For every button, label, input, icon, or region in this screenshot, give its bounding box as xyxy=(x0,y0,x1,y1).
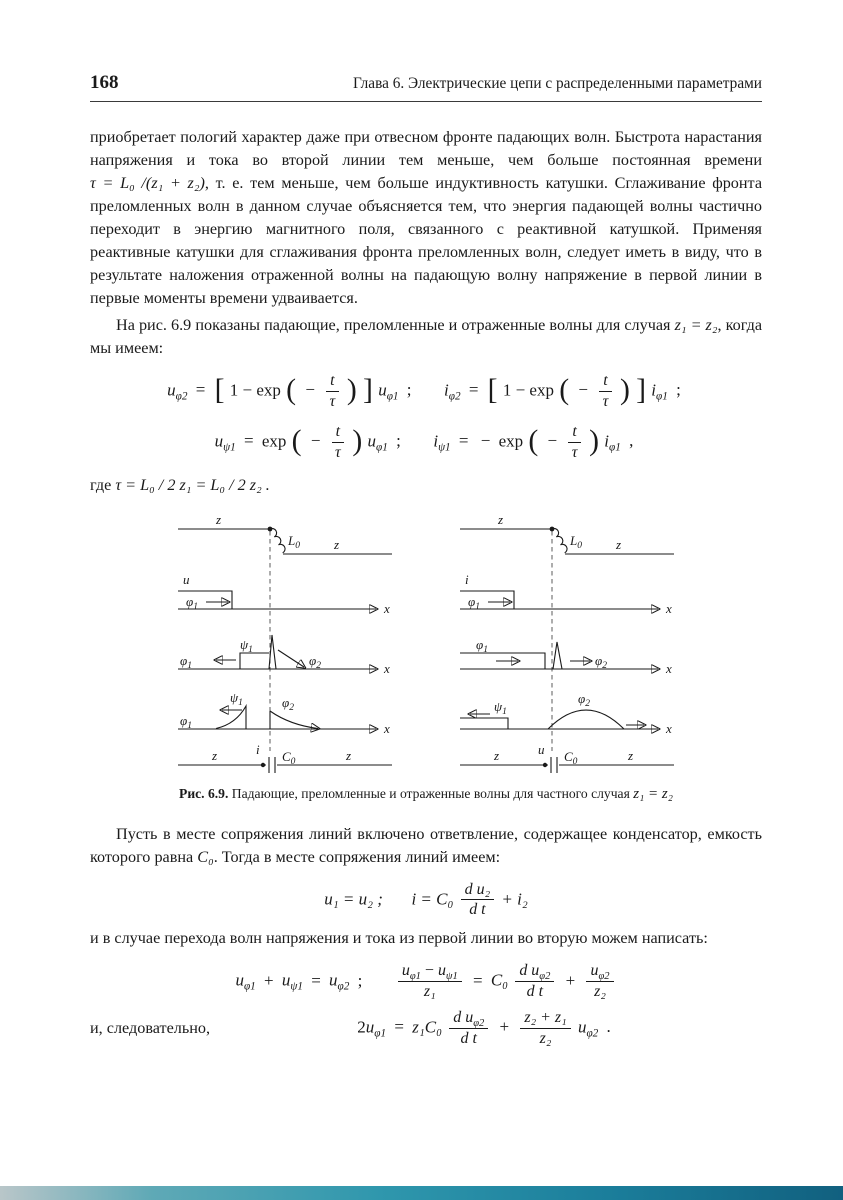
coefficient: 2 xyxy=(357,1017,366,1037)
fraction xyxy=(520,1009,570,1048)
operator: . xyxy=(606,1017,611,1037)
fraction xyxy=(568,423,580,462)
inline-formula-tau-values: τ = L₀ / 2 z₁ = L₀ / 2 z₂ . xyxy=(115,475,270,494)
var: u xyxy=(167,380,176,400)
var: u xyxy=(590,962,599,980)
impedance-label-z2: z xyxy=(628,747,634,763)
denominator: z₁ xyxy=(423,983,436,1001)
bracket: ] xyxy=(636,372,647,406)
var: u xyxy=(281,970,291,990)
numerator: d u₂ xyxy=(461,881,495,901)
fraction xyxy=(332,423,344,462)
reflected-step-wave xyxy=(460,718,508,729)
var-subscript: φ2 xyxy=(337,981,350,994)
var: u xyxy=(214,431,224,451)
paragraph-2-text-a: На рис. 6.9 показаны падающие, преломленные и отраженные волны для случая xyxy=(116,316,675,334)
fraction xyxy=(461,881,495,920)
refracted-wave-label: $\varphi_2$ xyxy=(309,652,321,671)
var-subscript: φ2 xyxy=(598,971,610,983)
inductance-label: $L_0$ xyxy=(288,532,300,551)
equation-part: u₁ = u₂ ; xyxy=(324,888,383,908)
refracted-hump-wave xyxy=(548,710,624,729)
var-subscript: ψ1 xyxy=(223,441,236,454)
page-number: 168 xyxy=(90,72,119,93)
bracket: [ xyxy=(487,372,498,406)
page-header xyxy=(90,72,762,102)
reflected-wave-label: $\psi_1$ xyxy=(240,636,253,655)
figure-6-9 xyxy=(90,513,762,803)
inductance-label: $L_0$ xyxy=(570,532,582,551)
refracted-front-ramp xyxy=(278,650,304,667)
impedance-label-z1: z xyxy=(216,512,222,527)
equation-part: i = C₀ xyxy=(411,888,454,908)
var-subscript: φ2 xyxy=(586,1027,599,1040)
bracket: ( xyxy=(559,372,570,406)
var-subscript: ψ1 xyxy=(438,441,451,454)
operator: = xyxy=(472,970,483,990)
var-subscript: ψ1 xyxy=(290,981,303,994)
function: 1 − exp xyxy=(229,380,281,400)
fraction xyxy=(449,1009,488,1048)
operator: = xyxy=(468,380,479,400)
formula-reflected-waves xyxy=(90,423,762,462)
operator: ; xyxy=(396,431,401,451)
var-subscript: φ2 xyxy=(175,390,188,403)
denominator: z₂ xyxy=(539,1030,552,1048)
var-subscript: φ1 xyxy=(656,390,668,403)
operator: , xyxy=(629,431,634,451)
var: u xyxy=(365,1017,375,1037)
fraction xyxy=(398,962,462,1001)
operator: = xyxy=(311,970,321,990)
impedance-label-z2: z xyxy=(616,536,622,552)
reflected-wave-label: $\psi_1$ xyxy=(494,698,507,717)
paragraph-1-text-a: приобретает пологий характер даже при отвесном фронте падающих волн. Быстрота нарастания напряжения и тока во второй линии тем меньше, чем больше постоянная времени xyxy=(90,128,762,169)
junction-spike xyxy=(553,642,562,669)
formula-final xyxy=(210,1009,762,1048)
var: d u xyxy=(453,1009,474,1027)
incident-wave-label: $\varphi_1$ xyxy=(468,593,480,612)
capacitance-label: $C_0$ xyxy=(564,748,578,767)
var: u xyxy=(378,380,387,400)
var: u xyxy=(437,962,446,980)
operator: = xyxy=(394,1017,404,1037)
reflected-step-wave xyxy=(240,653,269,669)
var: C₀ xyxy=(424,1017,442,1037)
operator: − xyxy=(424,962,434,980)
operator: + xyxy=(264,970,274,990)
bracket: ) xyxy=(346,372,357,406)
where-word: где xyxy=(90,475,112,494)
operator: − xyxy=(578,380,588,400)
figure-panels xyxy=(90,513,762,778)
operator: ; xyxy=(357,970,363,990)
refracted-wave-label: $\varphi_2$ xyxy=(282,694,294,713)
var: u xyxy=(577,1017,587,1037)
function: exp xyxy=(498,431,524,451)
formula-refracted-waves xyxy=(90,372,762,411)
var: i xyxy=(444,380,449,400)
operator: ; xyxy=(676,380,681,400)
var-subscript: φ1 xyxy=(386,390,399,403)
incident-wave-label: $\varphi_1$ xyxy=(180,652,192,671)
denominator: d t xyxy=(469,901,486,919)
var: u xyxy=(367,431,377,451)
var: u xyxy=(235,970,244,990)
var: z₁ xyxy=(412,1017,425,1037)
wave-diagram-voltage xyxy=(170,513,400,778)
denominator: d t xyxy=(460,1030,477,1048)
numerator: t xyxy=(332,423,344,443)
inline-formula-z1-z2: z₁ = z₂ xyxy=(674,316,718,334)
impedance-label-z1: z xyxy=(212,747,218,763)
fraction xyxy=(326,372,338,411)
refracted-decay-curve xyxy=(270,711,318,729)
junction-spike xyxy=(269,635,276,669)
bracket: ] xyxy=(363,372,373,406)
current-label: i xyxy=(256,741,260,757)
conclusion-lead-text: и, следовательно, xyxy=(90,1019,211,1038)
paragraph-2 xyxy=(90,314,762,360)
impedance-label-z2: z xyxy=(334,536,340,552)
fraction xyxy=(586,962,613,1001)
numerator xyxy=(515,962,554,982)
operator: − xyxy=(310,431,321,451)
inductor-coil xyxy=(552,526,569,552)
capacitance-label: $C_0$ xyxy=(282,748,296,767)
bracket: ( xyxy=(291,423,302,457)
formula-junction-conditions xyxy=(90,881,762,920)
figure-caption-number: Рис. 6.9. xyxy=(179,785,229,801)
axis-label-x: x xyxy=(666,720,672,736)
voltage-label: u xyxy=(183,571,190,587)
incident-wave-label: $\varphi_1$ xyxy=(476,636,488,655)
figure-caption-text: Падающие, преломленные и отраженные волны для частного случая xyxy=(231,785,630,801)
refracted-wave-label: $\varphi_2$ xyxy=(595,652,607,671)
var: u xyxy=(401,962,410,980)
numerator: t xyxy=(568,423,580,443)
node-dot xyxy=(543,762,547,766)
inductor-symbol xyxy=(552,526,569,552)
operator: + xyxy=(565,970,576,990)
denominator: τ xyxy=(329,392,336,410)
incident-wave-label: $\varphi_1$ xyxy=(180,712,192,731)
numerator xyxy=(586,962,613,982)
numerator: t xyxy=(326,372,338,392)
paragraph-1-text-b: , т. е. тем меньше, чем больше индуктивность катушки. Сглаживание фронта преломленных волн в данном случае объясняется тем, что энергия падающей волны частично переходит в энергию магнитного поля, связанного с реактивной катушкой. Применяя реактивные катушки для сглаживания фронта преломленных волн, следует иметь в виду, что в результате наложения отраженной волны на падающую волну напряжение в первой линии в первые моменты времени удваивается. xyxy=(90,174,762,307)
operator: − xyxy=(305,380,315,400)
conclusion-row xyxy=(90,1009,762,1048)
var: C₀ xyxy=(490,970,509,990)
reflected-wave-label: $\psi_1$ xyxy=(230,689,243,708)
function: exp xyxy=(261,431,287,451)
footer-decoration-bar xyxy=(0,1186,843,1200)
var-subscript: φ1 xyxy=(374,1027,387,1040)
numerator: t xyxy=(599,372,611,392)
var-subscript: φ2 xyxy=(473,1018,485,1030)
var-subscript: φ1 xyxy=(608,441,621,454)
denominator: z₂ xyxy=(594,983,606,1001)
axis-label-x: x xyxy=(666,660,672,676)
incident-wave-label: $\varphi_1$ xyxy=(186,593,198,612)
numerator xyxy=(449,1009,488,1029)
operator: − xyxy=(480,431,491,451)
paragraph-3-text-a: Пусть в месте сопряжения линий включено ответвление, содержащее конденсатор, емкость которого равна xyxy=(90,824,762,866)
numerator xyxy=(398,962,462,982)
where-line xyxy=(90,474,762,497)
equation-part: + i₂ xyxy=(501,888,528,908)
inline-formula-c0: C₀ xyxy=(197,847,214,866)
axis-label-x: x xyxy=(384,720,390,736)
voltage-label: u xyxy=(538,741,545,757)
impedance-label-z2: z xyxy=(346,747,352,763)
var: i xyxy=(651,380,657,400)
var: i xyxy=(433,431,439,451)
denominator: τ xyxy=(335,443,341,461)
node-dot xyxy=(261,762,265,766)
paragraph-1 xyxy=(90,126,762,310)
var-subscript: φ1 xyxy=(243,981,256,994)
bracket: [ xyxy=(214,372,225,406)
paragraph-3 xyxy=(90,823,762,869)
var-subscript: φ2 xyxy=(539,971,551,983)
bracket: ) xyxy=(352,423,363,457)
paragraph-3-text-b: . Тогда в месте сопряжения линий имеем: xyxy=(213,847,501,866)
numerator: z₂ + z₁ xyxy=(520,1009,570,1029)
inline-formula-time-constant: τ = L₀ /(z₁ + z₂) xyxy=(90,174,205,192)
denominator: τ xyxy=(602,392,609,410)
chapter-title: Глава 6. Электрические цепи с распределенными параметрами xyxy=(352,75,762,92)
paragraph-4 xyxy=(90,927,762,950)
function: 1 − exp xyxy=(502,380,554,400)
var: i xyxy=(604,431,609,451)
axis-label-x: x xyxy=(666,600,672,616)
inductor-coil xyxy=(270,526,287,552)
impedance-label-z1: z xyxy=(498,512,504,527)
operator: = xyxy=(195,380,206,400)
bracket: ) xyxy=(589,423,599,457)
fraction xyxy=(515,962,554,1001)
wave-diagram-current xyxy=(452,513,682,778)
fraction xyxy=(599,372,611,411)
operator: = xyxy=(458,431,469,451)
impedance-label-z1: z xyxy=(494,747,500,763)
paragraph-2-text-b: , когда мы имеем: xyxy=(90,316,763,357)
refracted-wave-label: $\varphi_2$ xyxy=(578,690,590,709)
formula-wave-transition xyxy=(90,962,762,1001)
page-content xyxy=(90,72,762,1048)
bracket: ( xyxy=(286,372,297,406)
axis-label-x: x xyxy=(384,660,390,676)
bracket: ( xyxy=(528,423,539,457)
var-subscript: ψ1 xyxy=(445,971,458,983)
current-label: i xyxy=(465,571,469,587)
var: d u xyxy=(519,962,540,980)
operator: = xyxy=(244,431,254,451)
denominator: τ xyxy=(571,443,578,461)
operator: − xyxy=(547,431,558,451)
operator: ; xyxy=(406,380,412,400)
figure-caption xyxy=(90,786,762,803)
bracket: ) xyxy=(619,372,630,406)
var-subscript: φ1 xyxy=(409,971,421,983)
var-subscript: φ1 xyxy=(376,441,388,454)
axis-label-x: x xyxy=(384,600,390,616)
var-subscript: φ2 xyxy=(448,390,461,403)
var: u xyxy=(329,970,338,990)
operator: + xyxy=(499,1017,510,1037)
figure-caption-formula: z₁ = z₂ xyxy=(633,785,673,802)
denominator: d t xyxy=(526,983,544,1001)
inductor-symbol xyxy=(270,526,287,552)
paragraph-4-text: и в случае перехода волн напряжения и тока из первой линии во вторую можем написать: xyxy=(90,929,708,948)
